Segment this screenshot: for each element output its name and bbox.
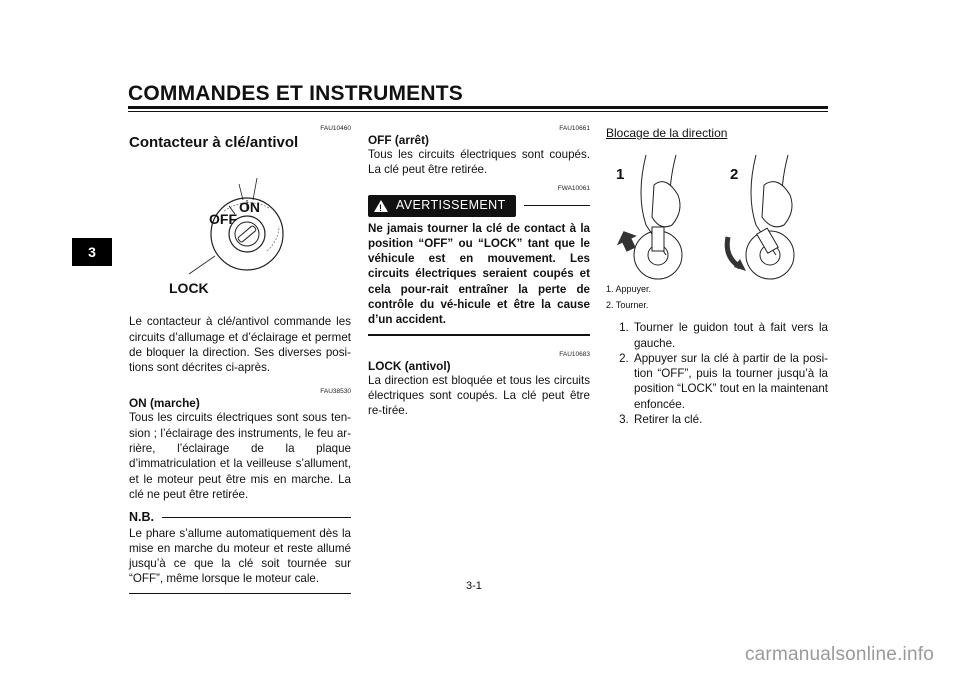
steps-list [606, 320, 828, 427]
step-item: 2. Appuyer sur la clé à partir de la posi-tion “OFF”, puis la tourner jusqu’à la position “LOCK” tout en la maintenant enfoncée. [632, 351, 828, 412]
page-number: 3-1 [466, 580, 482, 592]
section-title: Contacteur à clé/antivol [129, 134, 299, 151]
warning-badge [368, 195, 516, 217]
warning-icon: ! [374, 200, 388, 212]
nb-rule [162, 517, 351, 518]
step-item: 3. Retirer la clé. [632, 412, 828, 427]
steering-lock-figure [606, 145, 828, 280]
off-paragraph: Tous les circuits électriques sont coupés. La clé peut être retirée. [368, 148, 590, 177]
figure-caption-2: 2. Tourner. [606, 300, 649, 311]
step-item: 1. Tourner le guidon tout à fait vers la gauche. [632, 320, 828, 351]
warning-rule [524, 205, 590, 206]
steering-lock-title: Blocage de la direction [606, 126, 728, 140]
ref-code: FWA10061 [557, 184, 590, 192]
nb-end-rule [129, 593, 351, 594]
header-rule-thin [128, 111, 828, 112]
on-paragraph: Tous les circuits électriques sont sous ten-sion ; l’éclairage des instruments, le feu ar-rière, l’éclairage de la plaque d’immatriculation et la veilleuse s’allument, et le moteur peut être mis en marche. La clé ne peut être retirée. [129, 411, 351, 501]
warning-paragraph: Ne jamais tourner la clé de contact à la position “OFF” ou “LOCK” tant que le véhicule est en mouvement. Les circuits électriques seraient coupés et cela pour-rait entraîner la perte de contrôle du vé-hicule et être la cause d’un accident. [368, 221, 590, 327]
page-title: COMMANDES ET INSTRUMENTS [128, 82, 463, 105]
ref-code: FAU10460 [320, 125, 351, 132]
header-rule-thick [128, 106, 828, 109]
ref-code: FAU38530 [320, 388, 351, 396]
warning-label: AVERTISSEMENT [396, 197, 506, 212]
nb-paragraph: Le phare s’allume automatiquement dès la mise en marche du moteur et reste allumé jusqu’à ce que la clé soit tournée sur “OFF”, même lorsque le moteur cale. [129, 526, 351, 586]
lock-heading: LOCK (antivol) [368, 358, 451, 373]
lock-paragraph: La direction est bloquée et tous les circuits électriques sont coupés. La clé peut être re-tirée. [368, 373, 590, 418]
ref-code: FAU10683 [559, 350, 590, 358]
warning-header [368, 195, 590, 217]
key-switch-illustration [129, 156, 351, 284]
nb-label: N.B. [129, 510, 154, 525]
watermark: carmanualsonline.info [744, 644, 934, 665]
key-switch-figure [129, 156, 351, 297]
label-off: OFF [209, 211, 237, 228]
intro-paragraph: Le contacteur à clé/antivol commande les circuits d’allumage et d’éclairage et permet de bloquer la direction. Ses diverses posi-tions sont décrites ci-après. [129, 315, 351, 375]
left-column [129, 124, 351, 594]
steering-lock-illustration [606, 145, 828, 280]
figure-number-1: 1 [616, 166, 625, 184]
right-column [606, 124, 828, 427]
label-on: ON [239, 199, 260, 216]
chapter-tab: 3 [72, 238, 112, 266]
on-heading: ON (marche) [129, 396, 200, 411]
off-heading: OFF (arrêt) [368, 133, 429, 147]
nb-header [129, 510, 351, 525]
ref-code: FAU10661 [559, 125, 590, 132]
figure-number-2: 2 [730, 166, 739, 184]
figure-caption-1: 1. Appuyer. [606, 284, 652, 295]
middle-column [368, 124, 590, 419]
label-lock: LOCK [169, 280, 209, 297]
